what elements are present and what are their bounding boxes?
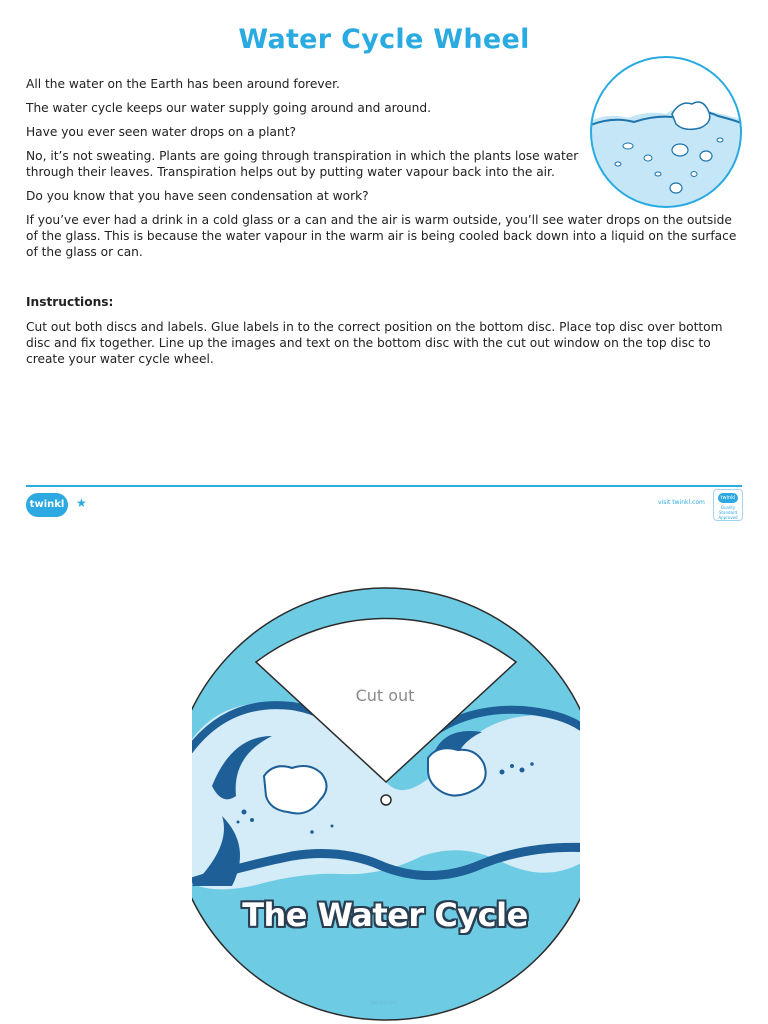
footer-mini-text: twinkl.com <box>370 1000 398 1006</box>
wheel-title: The Water Cycle <box>242 896 528 934</box>
quality-badge <box>713 489 743 521</box>
paragraph: Have you ever seen water drops on a plant? <box>26 125 296 139</box>
paragraph: The water cycle keeps our water supply going around and around. <box>26 101 431 115</box>
badge-text: Quality Standard Approved <box>718 505 738 520</box>
instructions-text: Cut out both discs and labels. Glue labels in to the correct position on the bottom disc. Place top disc over bottom disc and fix together. Line up the images and text on the bottom disc with the cut out window on the top disc to create your water cycle wheel. <box>26 320 723 366</box>
star-icon: ★ <box>76 496 87 510</box>
water-cycle-wheel <box>192 586 580 1024</box>
page-title: Water Cycle Wheel <box>238 24 530 55</box>
water-surface-illustration-icon <box>588 54 744 210</box>
paragraph: No, it’s not sweating. Plants are going through transpiration in which the plants lose water through their leaves. Transpiration helps out by putting water vapour back into the air. <box>26 149 579 179</box>
paragraph: All the water on the Earth has been around forever. <box>26 77 340 91</box>
visit-link[interactable]: visit twinkl.com <box>658 499 705 506</box>
instructions-heading: Instructions: <box>26 295 114 309</box>
paragraph: If you’ve ever had a drink in a cold glass or a can and the air is warm outside, you’ll see water drops on the outside of the glass. This is because the water vapour in the warm air is being cooled back down into a liquid on the surface of the glass or can. <box>26 213 737 259</box>
badge-logo: twinkl <box>718 493 738 503</box>
divider <box>26 485 742 487</box>
paragraph: Do you know that you have seen condensation at work? <box>26 189 369 203</box>
twinkl-logo: twinkl <box>26 493 68 517</box>
cut-out-label: Cut out <box>355 686 415 705</box>
